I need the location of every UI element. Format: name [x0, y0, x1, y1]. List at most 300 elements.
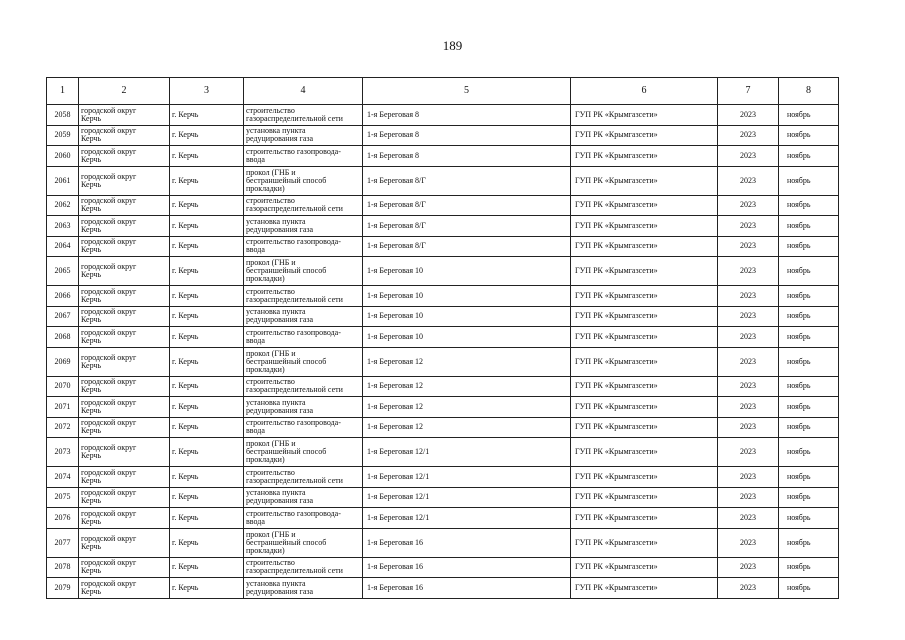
municipality-cell	[79, 528, 170, 557]
address-cell: 1-я Береговая 8/Г	[363, 236, 571, 257]
table-row	[47, 306, 839, 327]
table-row	[47, 195, 839, 216]
work-type-cell	[244, 236, 363, 257]
municipality-cell	[79, 216, 170, 237]
address-cell: 1-я Береговая 12	[363, 417, 571, 438]
row-number-cell: 2059	[47, 125, 79, 146]
address-cell: 1-я Береговая 12/1	[363, 467, 571, 488]
municipality-cell	[79, 306, 170, 327]
organization-cell: ГУП РК «Крымгазсети»	[571, 347, 718, 376]
objects-table	[46, 77, 839, 599]
organization-cell: ГУП РК «Крымгазсети»	[571, 376, 718, 397]
city-cell: г. Керчь	[170, 438, 244, 467]
municipality-cell-line: Керчь	[81, 179, 102, 189]
organization-cell: ГУП РК «Крымгазсети»	[571, 216, 718, 237]
table-row	[47, 508, 839, 529]
month-cell: ноябрь	[779, 417, 839, 438]
municipality-cell-line: городской округ	[81, 467, 137, 477]
year-cell: 2023	[718, 417, 779, 438]
organization-cell: ГУП РК «Крымгазсети»	[571, 528, 718, 557]
city-cell: г. Керчь	[170, 216, 244, 237]
organization-cell: ГУП РК «Крымгазсети»	[571, 438, 718, 467]
work-type-cell-line: ввода	[246, 245, 265, 255]
work-type-cell-line: строительство	[246, 105, 295, 115]
municipality-cell-line: Керчь	[81, 516, 102, 526]
row-number-cell: 2073	[47, 438, 79, 467]
work-type-cell-line: прокол (ГНБ и	[246, 258, 296, 267]
work-type-cell-line: прокол (ГНБ и	[246, 167, 296, 177]
municipality-cell-line: городской округ	[81, 443, 137, 452]
table-row	[47, 257, 839, 286]
municipality-cell-line: Керчь	[81, 385, 102, 395]
row-number-cell: 2078	[47, 557, 79, 578]
table-row	[47, 327, 839, 348]
work-type-cell-line: строительство	[246, 377, 295, 387]
row-number-cell: 2066	[47, 286, 79, 307]
work-type-cell-line: строительство	[246, 467, 295, 477]
city-cell: г. Керчь	[170, 146, 244, 167]
municipality-cell	[79, 417, 170, 438]
month-cell: ноябрь	[779, 347, 839, 376]
year-cell: 2023	[718, 347, 779, 376]
table-body	[47, 105, 839, 599]
work-type-cell	[244, 417, 363, 438]
municipality-cell-line: Керчь	[81, 224, 102, 234]
municipality-cell-line: городской округ	[81, 418, 137, 428]
municipality-cell	[79, 166, 170, 195]
work-type-cell-line: ввода	[246, 335, 265, 345]
work-type-cell-line: бестраншейный способ	[246, 537, 327, 547]
work-type-cell-line: газораспределительной сети	[246, 113, 343, 123]
address-cell: 1-я Береговая 10	[363, 286, 571, 307]
address-cell: 1-я Береговая 8/Г	[363, 195, 571, 216]
work-type-cell	[244, 508, 363, 529]
header-cell: 6	[571, 78, 718, 105]
row-number-cell: 2071	[47, 397, 79, 418]
year-cell: 2023	[718, 508, 779, 529]
city-cell: г. Керчь	[170, 557, 244, 578]
year-cell: 2023	[718, 257, 779, 286]
work-type-cell	[244, 286, 363, 307]
city-cell: г. Керчь	[170, 236, 244, 257]
organization-cell: ГУП РК «Крымгазсети»	[571, 195, 718, 216]
row-number-cell: 2076	[47, 508, 79, 529]
municipality-cell-line: городской округ	[81, 578, 137, 588]
work-type-cell-line: прокладки)	[246, 183, 285, 193]
municipality-cell-line: Керчь	[81, 154, 102, 164]
month-cell: ноябрь	[779, 578, 839, 599]
work-type-cell-line: редуцирования газа	[246, 496, 314, 506]
city-cell: г. Керчь	[170, 306, 244, 327]
municipality-cell	[79, 125, 170, 146]
month-cell: ноябрь	[779, 216, 839, 237]
municipality-cell	[79, 327, 170, 348]
municipality-cell-line: Керчь	[81, 496, 102, 506]
year-cell: 2023	[718, 528, 779, 557]
table-row	[47, 216, 839, 237]
city-cell: г. Керчь	[170, 105, 244, 126]
city-cell: г. Керчь	[170, 467, 244, 488]
year-cell: 2023	[718, 467, 779, 488]
year-cell: 2023	[718, 578, 779, 599]
month-cell: ноябрь	[779, 166, 839, 195]
row-number-cell: 2058	[47, 105, 79, 126]
work-type-cell	[244, 487, 363, 508]
organization-cell: ГУП РК «Крымгазсети»	[571, 306, 718, 327]
municipality-cell-line: Керчь	[81, 405, 102, 415]
table-row	[47, 105, 839, 126]
organization-cell: ГУП РК «Крымгазсети»	[571, 508, 718, 529]
month-cell: ноябрь	[779, 557, 839, 578]
header-cell: 7	[718, 78, 779, 105]
work-type-cell-line: газораспределительной сети	[246, 385, 343, 395]
address-cell: 1-я Береговая 12	[363, 347, 571, 376]
address-cell: 1-я Береговая 12	[363, 376, 571, 397]
work-type-cell-line: строительство газопровода-	[246, 146, 341, 156]
organization-cell: ГУП РК «Крымгазсети»	[571, 166, 718, 195]
month-cell: ноябрь	[779, 257, 839, 286]
municipality-cell	[79, 467, 170, 488]
month-cell: ноябрь	[779, 467, 839, 488]
municipality-cell	[79, 557, 170, 578]
year-cell: 2023	[718, 216, 779, 237]
municipality-cell-line: Керчь	[81, 134, 102, 144]
municipality-cell-line: городской округ	[81, 286, 137, 296]
organization-cell: ГУП РК «Крымгазсети»	[571, 105, 718, 126]
year-cell: 2023	[718, 376, 779, 397]
work-type-cell-line: установка пункта	[246, 578, 306, 588]
organization-cell: ГУП РК «Крымгазсети»	[571, 397, 718, 418]
work-type-cell-line: установка пункта	[246, 488, 306, 498]
row-number-cell: 2065	[47, 257, 79, 286]
work-type-cell-line: строительство газопровода-	[246, 237, 341, 247]
work-type-cell-line: строительство газопровода-	[246, 508, 341, 518]
month-cell: ноябрь	[779, 397, 839, 418]
city-cell: г. Керчь	[170, 347, 244, 376]
organization-cell: ГУП РК «Крымгазсети»	[571, 327, 718, 348]
table-header-row	[47, 78, 839, 105]
address-cell: 1-я Береговая 12/1	[363, 508, 571, 529]
address-cell: 1-я Береговая 12/1	[363, 487, 571, 508]
table-row	[47, 487, 839, 508]
work-type-cell-line: прокладки)	[246, 274, 285, 283]
work-type-cell-line: бестраншейный способ	[246, 447, 327, 456]
work-type-cell	[244, 578, 363, 599]
work-type-cell-line: ввода	[246, 516, 265, 526]
municipality-cell-line: городской округ	[81, 105, 137, 115]
municipality-cell	[79, 286, 170, 307]
month-cell: ноябрь	[779, 105, 839, 126]
table-row	[47, 438, 839, 467]
row-number-cell: 2068	[47, 327, 79, 348]
month-cell: ноябрь	[779, 528, 839, 557]
municipality-cell	[79, 376, 170, 397]
city-cell: г. Керчь	[170, 417, 244, 438]
row-number-cell: 2060	[47, 146, 79, 167]
row-number-cell: 2062	[47, 195, 79, 216]
table-row	[47, 397, 839, 418]
address-cell: 1-я Береговая 8	[363, 125, 571, 146]
month-cell: ноябрь	[779, 146, 839, 167]
year-cell: 2023	[718, 105, 779, 126]
municipality-cell	[79, 257, 170, 286]
year-cell: 2023	[718, 236, 779, 257]
year-cell: 2023	[718, 327, 779, 348]
address-cell: 1-я Береговая 8/Г	[363, 166, 571, 195]
year-cell: 2023	[718, 146, 779, 167]
page-number: 189	[442, 38, 463, 53]
work-type-cell-line: бестраншейный способ	[246, 356, 327, 366]
work-type-cell-line: строительство	[246, 196, 295, 206]
row-number-cell: 2069	[47, 347, 79, 376]
row-number-cell: 2072	[47, 417, 79, 438]
municipality-cell-line: городской округ	[81, 262, 137, 271]
organization-cell: ГУП РК «Крымгазсети»	[571, 557, 718, 578]
work-type-cell-line: бестраншейный способ	[246, 266, 327, 275]
table-row	[47, 125, 839, 146]
header-cell: 1	[47, 78, 79, 105]
municipality-cell-line: Керчь	[81, 426, 102, 436]
table-row	[47, 236, 839, 257]
table-row	[47, 528, 839, 557]
work-type-cell	[244, 438, 363, 467]
year-cell: 2023	[718, 286, 779, 307]
city-cell: г. Керчь	[170, 397, 244, 418]
organization-cell: ГУП РК «Крымгазсети»	[571, 417, 718, 438]
municipality-cell-line: городской округ	[81, 216, 137, 226]
work-type-cell	[244, 195, 363, 216]
month-cell: ноябрь	[779, 376, 839, 397]
organization-cell: ГУП РК «Крымгазсети»	[571, 286, 718, 307]
municipality-cell	[79, 397, 170, 418]
header-cell: 2	[79, 78, 170, 105]
row-number-cell: 2077	[47, 528, 79, 557]
work-type-cell-line: газораспределительной сети	[246, 566, 343, 576]
work-type-cell	[244, 257, 363, 286]
header-cell: 5	[363, 78, 571, 105]
address-cell: 1-я Береговая 10	[363, 306, 571, 327]
city-cell: г. Керчь	[170, 286, 244, 307]
work-type-cell-line: редуцирования газа	[246, 586, 314, 596]
city-cell: г. Керчь	[170, 257, 244, 286]
work-type-cell-line: газораспределительной сети	[246, 294, 343, 304]
address-cell: 1-я Береговая 12	[363, 397, 571, 418]
address-cell: 1-я Береговая 10	[363, 327, 571, 348]
table-row	[47, 286, 839, 307]
city-cell: г. Керчь	[170, 508, 244, 529]
city-cell: г. Керчь	[170, 125, 244, 146]
municipality-cell-line: Керчь	[81, 586, 102, 596]
address-cell: 1-я Береговая 12/1	[363, 438, 571, 467]
municipality-cell-line: городской округ	[81, 146, 137, 156]
table-row	[47, 557, 839, 578]
work-type-cell	[244, 347, 363, 376]
table-row	[47, 578, 839, 599]
city-cell: г. Керчь	[170, 195, 244, 216]
month-cell: ноябрь	[779, 286, 839, 307]
work-type-cell-line: строительство газопровода-	[246, 418, 341, 428]
municipality-cell-line: городской округ	[81, 196, 137, 206]
work-type-cell	[244, 306, 363, 327]
address-cell: 1-я Береговая 8	[363, 146, 571, 167]
year-cell: 2023	[718, 306, 779, 327]
address-cell: 1-я Береговая 16	[363, 578, 571, 599]
work-type-cell	[244, 397, 363, 418]
municipality-cell	[79, 146, 170, 167]
organization-cell: ГУП РК «Крымгазсети»	[571, 236, 718, 257]
address-cell: 1-я Береговая 16	[363, 557, 571, 578]
header-cell: 8	[779, 78, 839, 105]
municipality-cell	[79, 508, 170, 529]
address-cell: 1-я Береговая 8	[363, 105, 571, 126]
year-cell: 2023	[718, 397, 779, 418]
municipality-cell-line: городской округ	[81, 377, 137, 387]
row-number-cell: 2074	[47, 467, 79, 488]
municipality-cell-line: городской округ	[81, 397, 137, 407]
municipality-cell	[79, 578, 170, 599]
address-cell: 1-я Береговая 10	[363, 257, 571, 286]
municipality-cell-line: Керчь	[81, 335, 102, 345]
table-row	[47, 166, 839, 195]
municipality-cell-line: городской округ	[81, 508, 137, 518]
month-cell: ноябрь	[779, 438, 839, 467]
municipality-cell	[79, 105, 170, 126]
work-type-cell	[244, 105, 363, 126]
table-row	[47, 376, 839, 397]
municipality-cell-line: городской округ	[81, 237, 137, 247]
year-cell: 2023	[718, 125, 779, 146]
work-type-cell	[244, 146, 363, 167]
header-cell: 4	[244, 78, 363, 105]
municipality-cell-line: Керчь	[81, 294, 102, 304]
municipality-cell-line: городской округ	[81, 307, 137, 317]
work-type-cell-line: бестраншейный способ	[246, 175, 327, 185]
work-type-cell-line: строительство газопровода-	[246, 327, 341, 337]
work-type-cell	[244, 467, 363, 488]
work-type-cell-line: ввода	[246, 154, 265, 164]
work-type-cell-line: установка пункта	[246, 216, 306, 226]
month-cell: ноябрь	[779, 236, 839, 257]
work-type-cell-line: редуцирования газа	[246, 315, 314, 325]
municipality-cell-line: Керчь	[81, 451, 102, 460]
month-cell: ноябрь	[779, 327, 839, 348]
year-cell: 2023	[718, 438, 779, 467]
city-cell: г. Керчь	[170, 327, 244, 348]
work-type-cell-line: прокладки)	[246, 545, 285, 555]
organization-cell: ГУП РК «Крымгазсети»	[571, 257, 718, 286]
header-cell: 3	[170, 78, 244, 105]
municipality-cell-line: городской округ	[81, 327, 137, 337]
row-number-cell: 2079	[47, 578, 79, 599]
city-cell: г. Керчь	[170, 376, 244, 397]
municipality-cell-line: городской округ	[81, 488, 137, 498]
work-type-cell-line: прокол (ГНБ и	[246, 348, 296, 358]
work-type-cell-line: газораспределительной сети	[246, 204, 343, 214]
work-type-cell-line: прокол (ГНБ и	[246, 529, 296, 539]
municipality-cell-line: Керчь	[81, 541, 102, 551]
row-number-cell: 2064	[47, 236, 79, 257]
row-number-cell: 2067	[47, 306, 79, 327]
municipality-cell-line: Керчь	[81, 360, 102, 370]
work-type-cell-line: газораспределительной сети	[246, 475, 343, 485]
work-type-cell	[244, 166, 363, 195]
organization-cell: ГУП РК «Крымгазсети»	[571, 467, 718, 488]
year-cell: 2023	[718, 166, 779, 195]
work-type-cell-line: ввода	[246, 426, 265, 436]
organization-cell: ГУП РК «Крымгазсети»	[571, 146, 718, 167]
month-cell: ноябрь	[779, 508, 839, 529]
address-cell: 1-я Береговая 16	[363, 528, 571, 557]
work-type-cell-line: редуцирования газа	[246, 405, 314, 415]
month-cell: ноябрь	[779, 306, 839, 327]
organization-cell: ГУП РК «Крымгазсети»	[571, 125, 718, 146]
municipality-cell-line: городской округ	[81, 352, 137, 362]
municipality-cell-line: городской округ	[81, 171, 137, 181]
municipality-cell	[79, 236, 170, 257]
month-cell: ноябрь	[779, 195, 839, 216]
municipality-cell	[79, 195, 170, 216]
city-cell: г. Керчь	[170, 487, 244, 508]
municipality-cell	[79, 487, 170, 508]
municipality-cell-line: городской округ	[81, 533, 137, 543]
work-type-cell	[244, 216, 363, 237]
row-number-cell: 2070	[47, 376, 79, 397]
municipality-cell-line: Керчь	[81, 566, 102, 576]
work-type-cell-line: прокладки)	[246, 364, 285, 374]
work-type-cell-line: установка пункта	[246, 126, 306, 136]
work-type-cell	[244, 557, 363, 578]
month-cell: ноябрь	[779, 487, 839, 508]
municipality-cell-line: Керчь	[81, 113, 102, 123]
work-type-cell-line: строительство	[246, 286, 295, 296]
work-type-cell-line: прокол (ГНБ и	[246, 439, 296, 448]
municipality-cell-line: городской округ	[81, 126, 137, 136]
city-cell: г. Керчь	[170, 578, 244, 599]
year-cell: 2023	[718, 487, 779, 508]
table-row	[47, 347, 839, 376]
work-type-cell	[244, 376, 363, 397]
work-type-cell-line: установка пункта	[246, 307, 306, 317]
municipality-cell-line: Керчь	[81, 204, 102, 214]
municipality-cell-line: городской округ	[81, 558, 137, 568]
row-number-cell: 2061	[47, 166, 79, 195]
table-row	[47, 417, 839, 438]
work-type-cell-line: строительство	[246, 558, 295, 568]
month-cell: ноябрь	[779, 125, 839, 146]
city-cell: г. Керчь	[170, 528, 244, 557]
work-type-cell-line: прокладки)	[246, 455, 285, 464]
municipality-cell-line: Керчь	[81, 245, 102, 255]
municipality-cell-line: Керчь	[81, 270, 102, 279]
work-type-cell-line: редуцирования газа	[246, 134, 314, 144]
table-row	[47, 467, 839, 488]
municipality-cell	[79, 438, 170, 467]
city-cell: г. Керчь	[170, 166, 244, 195]
year-cell: 2023	[718, 557, 779, 578]
work-type-cell	[244, 125, 363, 146]
work-type-cell-line: редуцирования газа	[246, 224, 314, 234]
organization-cell: ГУП РК «Крымгазсети»	[571, 487, 718, 508]
row-number-cell: 2075	[47, 487, 79, 508]
municipality-cell-line: Керчь	[81, 315, 102, 325]
work-type-cell	[244, 528, 363, 557]
year-cell: 2023	[718, 195, 779, 216]
municipality-cell	[79, 347, 170, 376]
row-number-cell: 2063	[47, 216, 79, 237]
work-type-cell	[244, 327, 363, 348]
municipality-cell-line: Керчь	[81, 475, 102, 485]
organization-cell: ГУП РК «Крымгазсети»	[571, 578, 718, 599]
